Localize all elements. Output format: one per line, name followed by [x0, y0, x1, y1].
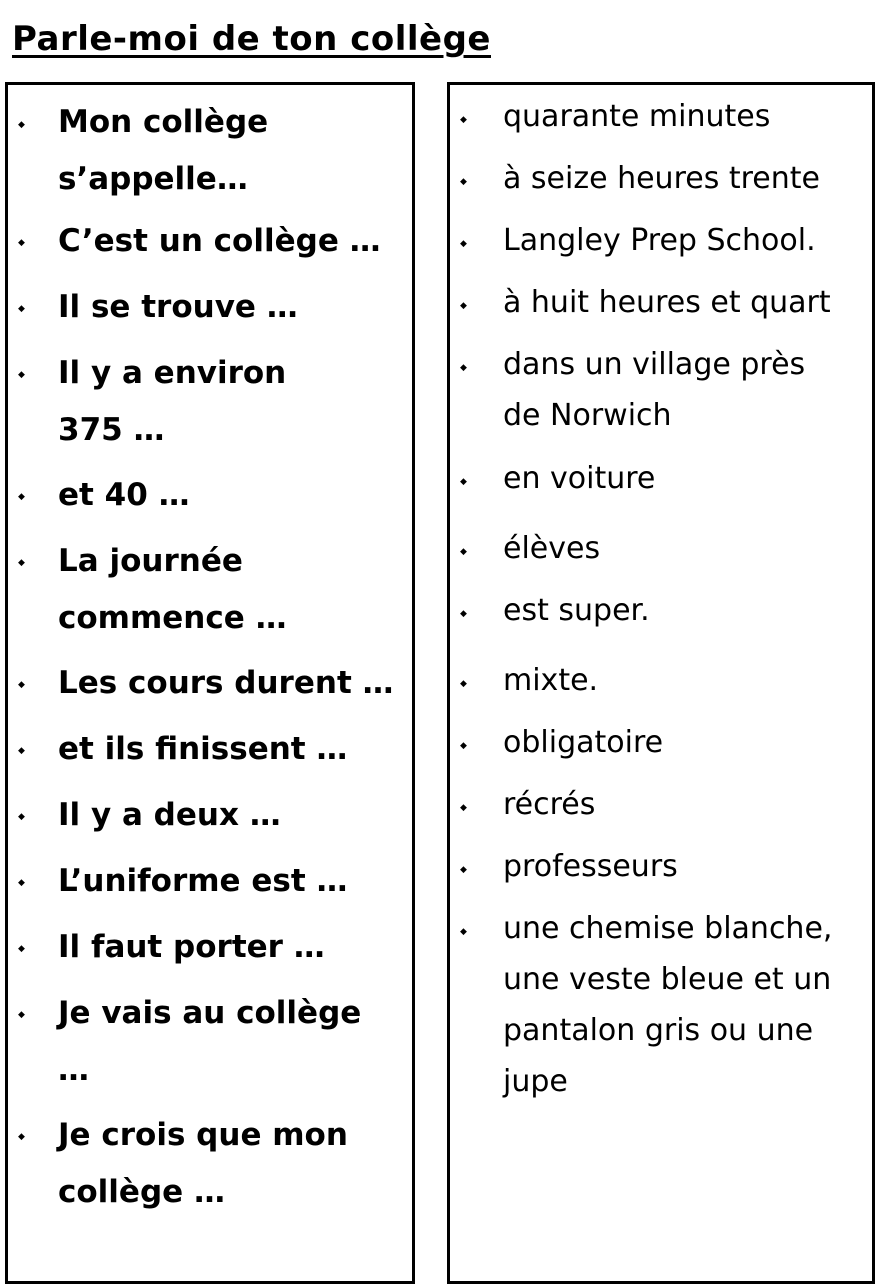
list-item-text: Langley Prep School. — [503, 223, 816, 258]
diamond-bullet-icon: ◆ — [460, 865, 467, 875]
sentence-endings-column — [447, 82, 875, 1284]
list-item-text: dans un village près de Norwich — [503, 347, 806, 433]
diamond-bullet-icon: ◆ — [460, 363, 467, 373]
diamond-bullet-icon: ◆ — [460, 547, 467, 557]
list-item-text: Il faut porter … — [58, 929, 325, 965]
diamond-bullet-icon: ◆ — [18, 370, 25, 380]
list-item-text: professeurs — [503, 849, 678, 884]
diamond-bullet-icon: ◆ — [460, 115, 467, 125]
list-item-text: mixte. — [503, 663, 599, 698]
diamond-bullet-icon: ◆ — [460, 803, 467, 813]
diamond-bullet-icon: ◆ — [460, 239, 467, 249]
list-item-text: Il se trouve … — [58, 289, 298, 325]
list-item-text: récrés — [503, 787, 596, 822]
phrase-starters-column — [5, 82, 415, 1284]
diamond-bullet-icon: ◆ — [18, 746, 25, 756]
list-item-text: obligatoire — [503, 725, 664, 760]
list-item-text: et 40 … — [58, 477, 190, 513]
list-item-text: La journée commence … — [58, 543, 287, 636]
diamond-bullet-icon: ◆ — [18, 304, 25, 314]
diamond-bullet-icon: ◆ — [18, 812, 25, 822]
diamond-bullet-icon: ◆ — [18, 944, 25, 954]
diamond-bullet-icon: ◆ — [18, 1010, 25, 1020]
list-item-text: Je vais au collège … — [58, 995, 362, 1088]
list-item-text: Les cours durent … — [58, 665, 394, 701]
diamond-bullet-icon: ◆ — [18, 238, 25, 248]
list-item-text: en voiture — [503, 461, 656, 496]
diamond-bullet-icon: ◆ — [460, 679, 467, 689]
diamond-bullet-icon: ◆ — [460, 741, 467, 751]
diamond-bullet-icon: ◆ — [460, 927, 467, 937]
phrase-starters-list — [8, 85, 412, 1281]
list-item-text: Il y a environ 375 … — [58, 355, 287, 448]
sentence-endings-list — [450, 85, 872, 1281]
diamond-bullet-icon: ◆ — [18, 1132, 25, 1142]
list-item-text: Je crois que mon collège … — [58, 1117, 348, 1210]
list-item-text: à huit heures et quart — [503, 285, 831, 320]
list-item-text: élèves — [503, 531, 601, 566]
list-item-text: à seize heures trente — [503, 161, 820, 196]
diamond-bullet-icon: ◆ — [460, 477, 467, 487]
list-item-text: C’est un collège … — [58, 223, 381, 259]
list-item-text: quarante minutes — [503, 99, 771, 134]
diamond-bullet-icon: ◆ — [18, 120, 25, 130]
diamond-bullet-icon: ◆ — [18, 680, 25, 690]
diamond-bullet-icon: ◆ — [18, 558, 25, 568]
list-item-text: une chemise blanche, une veste bleue et un pantalon gris ou une jupe — [503, 911, 833, 1099]
list-item-text: L’uniforme est … — [58, 863, 348, 899]
page-title: Parle-moi de ton collège — [12, 19, 491, 59]
diamond-bullet-icon: ◆ — [460, 301, 467, 311]
diamond-bullet-icon: ◆ — [18, 878, 25, 888]
list-item-text: et ils finissent … — [58, 731, 348, 767]
diamond-bullet-icon: ◆ — [460, 177, 467, 187]
list-item-text: est super. — [503, 593, 650, 628]
diamond-bullet-icon: ◆ — [460, 609, 467, 619]
list-item-text: Mon collège s’appelle… — [58, 104, 269, 197]
diamond-bullet-icon: ◆ — [18, 492, 25, 502]
list-item-text: Il y a deux … — [58, 797, 281, 833]
